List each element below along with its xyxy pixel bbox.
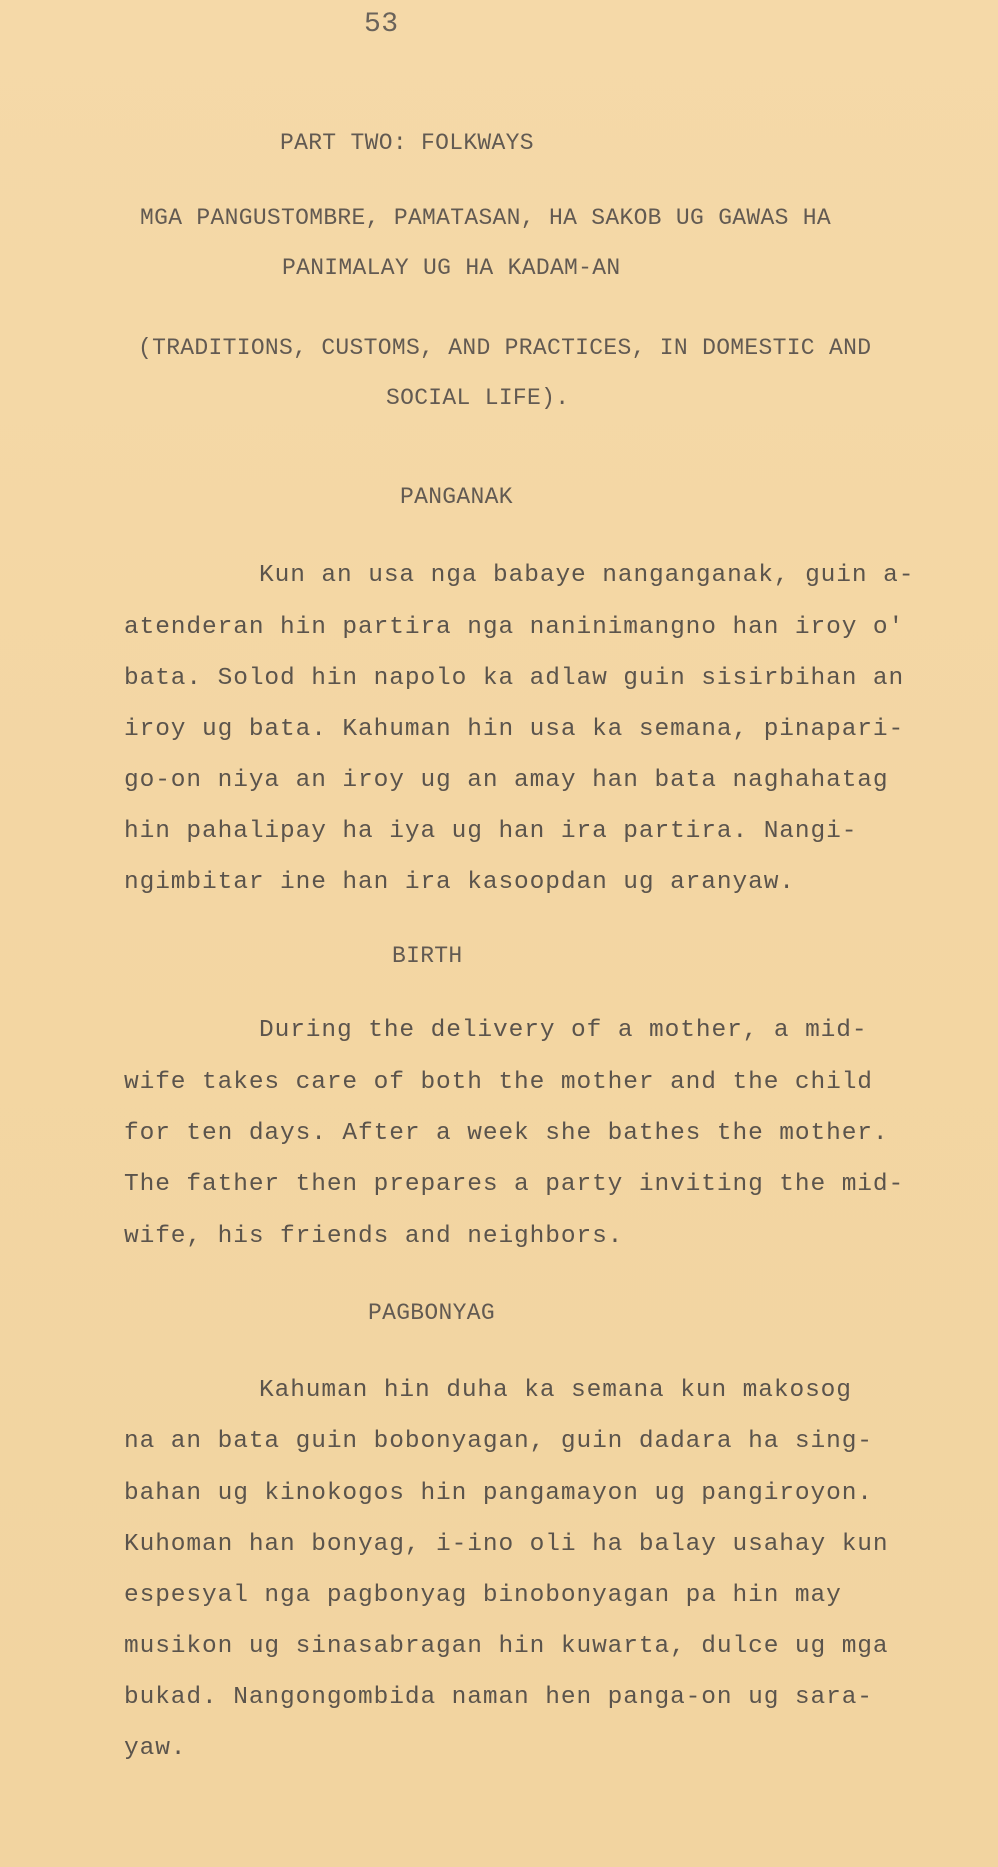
part-title: PART TWO: FOLKWAYS <box>280 130 534 156</box>
pagbonyag-line-5: espesyal nga pagbonyag binobonyagan pa hin may <box>124 1582 842 1609</box>
birth-line-5: wife, his friends and neighbors. <box>124 1223 624 1250</box>
section-heading-pagbonyag: PAGBONYAG <box>368 1300 495 1326</box>
panganak-line-2: atenderan hin partira nga naninimangno han iroy o' <box>124 614 905 641</box>
birth-line-2: wife takes care of both the mother and the child <box>124 1069 873 1096</box>
panganak-line-6: hin pahalipay ha iya ug han ira partira. Nangi- <box>124 818 858 845</box>
panganak-line-3: bata. Solod hin napolo ka adlaw guin sisirbihan an <box>124 665 905 692</box>
english-title-line-2: SOCIAL LIFE). <box>386 385 570 411</box>
birth-line-3: for ten days. After a week she bathes the mother. <box>124 1120 889 1147</box>
pagbonyag-line-8: yaw. <box>124 1735 187 1762</box>
section-heading-panganak: PANGANAK <box>400 484 513 510</box>
page-number: 53 <box>364 9 399 40</box>
pagbonyag-line-7: bukad. Nangongombida naman hen panga-on ug sara- <box>124 1684 873 1711</box>
waray-title-line-1: MGA PANGUSTOMBRE, PAMATASAN, HA SAKOB UG GAWAS HA <box>140 205 832 231</box>
birth-line-4: The father then prepares a party inviting the mid- <box>124 1171 905 1198</box>
pagbonyag-line-2: na an bata guin bobonyagan, guin dadara ha sing- <box>124 1428 873 1455</box>
panganak-line-7: ngimbitar ine han ira kasoopdan ug aranyaw. <box>124 869 795 896</box>
waray-title-line-2: PANIMALAY UG HA KADAM-AN <box>282 255 621 281</box>
pagbonyag-line-1: Kahuman hin duha ka semana kun makosog <box>259 1377 852 1404</box>
pagbonyag-line-4: Kuhoman han bonyag, i-ino oli ha balay usahay kun <box>124 1531 889 1558</box>
pagbonyag-line-3: bahan ug kinokogos hin pangamayon ug pangiroyon. <box>124 1480 873 1507</box>
panganak-line-4: iroy ug bata. Kahuman hin usa ka semana, pinapari- <box>124 716 905 743</box>
english-title-line-1: (TRADITIONS, CUSTOMS, AND PRACTICES, IN DOMESTIC AND <box>138 335 872 361</box>
pagbonyag-line-6: musikon ug sinasabragan hin kuwarta, dulce ug mga <box>124 1633 889 1660</box>
panganak-line-5: go-on niya an iroy ug an amay han bata naghahatag <box>124 767 889 794</box>
section-heading-birth: BIRTH <box>392 943 463 969</box>
panganak-line-1: Kun an usa nga babaye nanganganak, guin a- <box>259 562 915 589</box>
birth-line-1: During the delivery of a mother, a mid- <box>259 1017 868 1044</box>
